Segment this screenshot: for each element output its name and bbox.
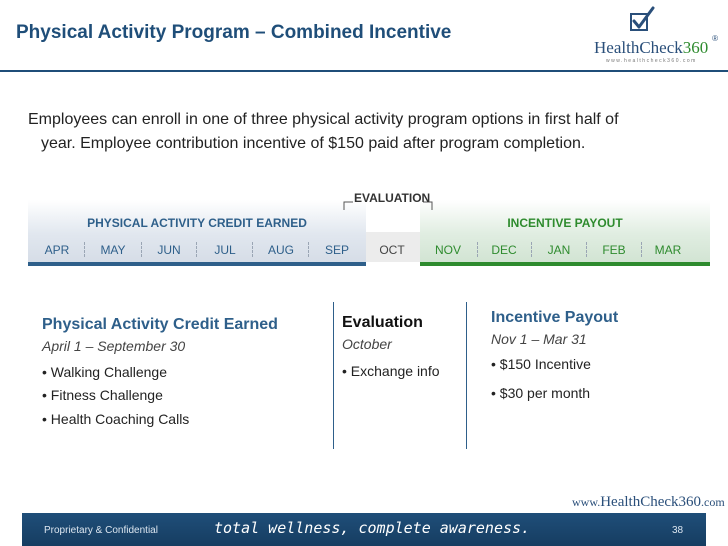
credit-heading: Physical Activity Credit Earned: [42, 316, 278, 333]
credit-dates: April 1 – September 30: [42, 338, 186, 354]
month-label: JUN: [157, 243, 181, 257]
payout-heading: Incentive Payout: [491, 309, 619, 326]
page-number: 38: [672, 525, 684, 536]
footer-confidential: Proprietary & Confidential: [44, 525, 158, 536]
timeline-credit-label: PHYSICAL ACTIVITY CREDIT EARNED: [87, 216, 307, 230]
month-label: FEB: [602, 243, 626, 257]
timeline-evaluation-label: EVALUATION: [354, 191, 431, 205]
month-divider: [641, 242, 642, 257]
month-divider: [84, 242, 85, 257]
credit-bullet: • Walking Challenge: [42, 364, 168, 380]
healthcheck360-logo: [578, 6, 718, 68]
footer-website: www.HealthCheck360.com: [572, 494, 725, 510]
month-label: MAY: [100, 243, 126, 257]
footer-tagline: total wellness, complete awareness.: [214, 519, 531, 537]
month-divider: [477, 242, 478, 257]
column-divider: [466, 302, 467, 449]
intro-line-2: year. Employee contribution incentive of $150 paid after program completion.: [41, 135, 586, 152]
evaluation-dates: October: [342, 336, 392, 352]
timeline-payout-label: INCENTIVE PAYOUT: [507, 216, 623, 230]
payout-bullet: • $30 per month: [491, 385, 591, 401]
month-label: APR: [44, 243, 70, 257]
slide-title: Physical Activity Program – Combined Incentive: [16, 22, 452, 43]
month-label: JAN: [547, 243, 571, 257]
evaluation-heading: Evaluation: [342, 314, 423, 331]
checkbox-check-icon: [628, 6, 656, 34]
header-divider: [0, 70, 728, 72]
month-label: AUG: [267, 243, 294, 257]
payout-period-line: [420, 262, 710, 266]
logo-wordmark: HealthCheck360: [594, 38, 709, 57]
month-label: NOV: [434, 243, 461, 257]
credit-period-band: [28, 200, 366, 262]
month-divider: [141, 242, 142, 257]
month-label: OCT: [379, 243, 405, 257]
logo-registered-mark: ®: [712, 34, 718, 43]
month-label: DEC: [491, 243, 517, 257]
month-label: SEP: [324, 243, 349, 257]
credit-period-line: [28, 262, 366, 266]
logo-url: www.healthcheck360.com: [606, 58, 697, 64]
intro-line-1: Employees can enroll in one of three physical activity program options in first half of: [28, 111, 619, 128]
month-divider: [531, 242, 532, 257]
month-divider: [196, 242, 197, 257]
column-divider: [333, 302, 334, 449]
month-divider: [252, 242, 253, 257]
month-label: JUL: [214, 243, 236, 257]
payout-bullet: • $150 Incentive: [491, 356, 591, 372]
payout-dates: Nov 1 – Mar 31: [491, 331, 587, 347]
credit-bullet: • Fitness Challenge: [42, 387, 163, 403]
month-label: MAR: [654, 243, 682, 257]
intro-paragraph: [28, 108, 718, 156]
month-divider: [308, 242, 309, 257]
month-divider: [586, 242, 587, 257]
evaluation-bullet: • Exchange info: [342, 363, 440, 379]
credit-bullet: • Health Coaching Calls: [42, 411, 190, 427]
